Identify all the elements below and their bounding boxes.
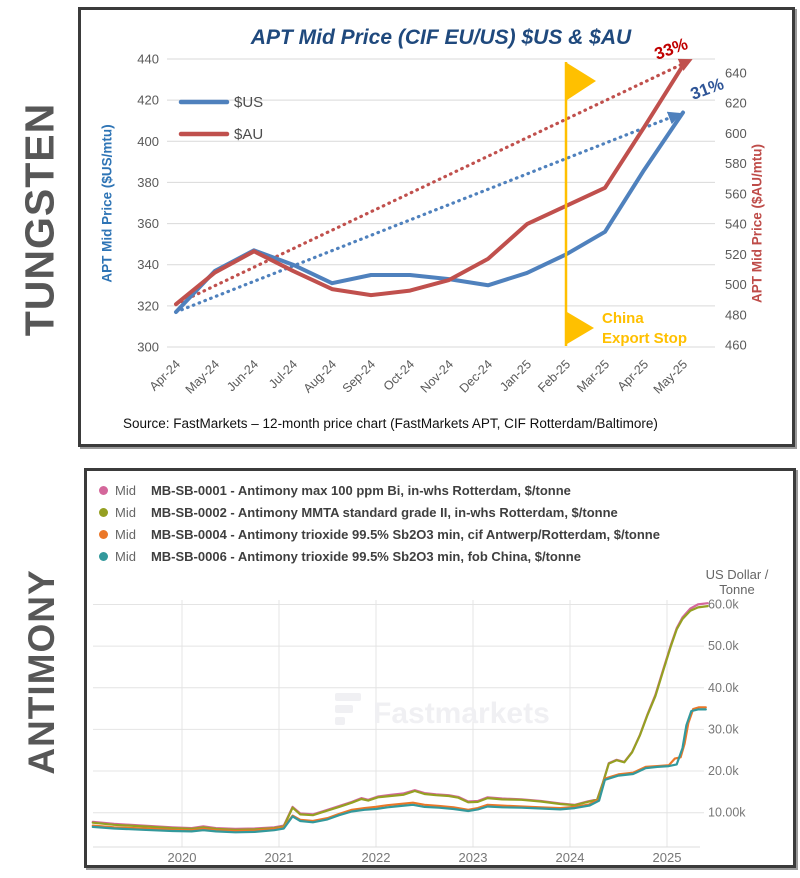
x-axis-tick: Apr-24 <box>146 357 184 394</box>
y-axis-tick: 60.0k <box>708 597 739 612</box>
unit-line-2: Tonne <box>719 582 755 597</box>
watermark-logo <box>335 693 361 701</box>
y-axis-tick: 10.00k <box>708 805 746 820</box>
legend-dot-MB-SB-0002 <box>99 508 108 517</box>
x-axis-tick: Mar-25 <box>574 357 613 396</box>
y-axis-unit-header <box>685 567 789 597</box>
event-marker-china-export-stop <box>566 62 687 347</box>
flag-top-icon <box>567 63 596 100</box>
x-axis-tick: Jan-25 <box>497 357 535 395</box>
right-axis-title: APT Mid Price ($AU/mtu) <box>749 144 765 304</box>
y-axis-tick: 30.0k <box>708 722 739 737</box>
right-axis-tick: 600 <box>725 125 747 141</box>
left-axis-tick: 380 <box>137 174 159 190</box>
legend-price-type: Mid <box>115 504 136 520</box>
right-axis-tick: 480 <box>725 307 747 323</box>
x-axis-tick: May-25 <box>650 357 691 397</box>
x-axis-tick: Oct-24 <box>380 357 418 394</box>
legend-dot-MB-SB-0004 <box>99 530 108 539</box>
x-axis-tick: Sep-24 <box>339 357 379 396</box>
legend-label-US: $US <box>234 94 264 111</box>
legend-series-label: MB-SB-0004 - Antimony trioxide 99.5% Sb2O3 min, cif Antwerp/Rotterdam, $/tonne <box>150 526 660 542</box>
x-axis-tick: Apr-25 <box>614 357 652 394</box>
legend-price-type: Mid <box>115 482 136 498</box>
left-axis-tick: 360 <box>137 216 159 232</box>
left-axis-tick: 300 <box>137 339 159 355</box>
legend-series-label: MB-SB-0001 - Antimony max 100 ppm Bi, in-whs Rotterdam, $/tonne <box>150 482 571 498</box>
antimony-legend <box>97 479 660 567</box>
x-axis-tick: Nov-24 <box>417 357 457 396</box>
left-axis-tick: 420 <box>137 92 159 108</box>
antimony-section-label: ANTIMONY <box>21 569 62 775</box>
legend-item-MB-SB-0001[interactable] <box>97 479 660 501</box>
x-axis-tick: 2020 <box>167 850 197 865</box>
right-axis-tick: 620 <box>725 95 747 111</box>
right-axis-tick: 460 <box>725 337 747 353</box>
x-axis-tick: Dec-24 <box>456 357 496 396</box>
y-axis-tick: 40.0k <box>708 680 739 695</box>
right-axis-tick: 580 <box>725 156 747 172</box>
x-axis-tick: Jul-24 <box>266 357 301 392</box>
tungsten-section-label: TUNGSTEN <box>16 102 63 337</box>
annotation-us-pct: 31% <box>687 74 727 104</box>
x-axis-tick: 2022 <box>361 850 391 865</box>
right-axis-tick: 640 <box>725 65 747 81</box>
source-caption: Source: FastMarkets – 12-month price chart (FastMarkets APT, CIF Rotterdam/Baltimore) <box>123 416 658 431</box>
tungsten-chart-panel <box>78 7 795 447</box>
x-axis-tick: May-24 <box>182 357 223 397</box>
legend-item-MB-SB-0006[interactable] <box>97 545 660 567</box>
legend-series-label: MB-SB-0002 - Antimony MMTA standard grade II, in-whs Rotterdam, $/tonne <box>150 504 618 520</box>
legend-label-AU: $AU <box>234 126 264 143</box>
y-axis-tick: 20.0k <box>708 764 739 779</box>
trendline-US <box>176 115 678 312</box>
left-axis-tick: 440 <box>137 51 159 67</box>
x-axis-tick: 2024 <box>555 850 585 865</box>
right-axis-tick: 540 <box>725 216 747 232</box>
antimony-chart-panel <box>84 468 796 868</box>
flag-bottom-icon <box>567 312 594 344</box>
chart-title: APT Mid Price (CIF EU/US) $US & $AU <box>250 26 632 49</box>
fastmarkets-watermark <box>335 693 550 730</box>
legend-series-label: MB-SB-0006 - Antimony trioxide 99.5% Sb2O3 min, fob China, $/tonne <box>150 548 581 564</box>
unit-line-1: US Dollar / <box>705 567 769 582</box>
legend-item-MB-SB-0004[interactable] <box>97 523 660 545</box>
tungsten-chart <box>81 10 792 444</box>
legend-dot-MB-SB-0001 <box>99 486 108 495</box>
x-axis-tick: Jun-24 <box>224 357 262 395</box>
right-axis-tick: 520 <box>725 246 747 262</box>
legend-price-type: Mid <box>115 526 136 542</box>
left-axis-tick: 400 <box>137 133 159 149</box>
x-axis-tick: 2021 <box>264 850 294 865</box>
legend-dot-MB-SB-0006 <box>99 552 108 561</box>
x-axis-tick: 2023 <box>458 850 488 865</box>
x-axis-tick: Aug-24 <box>300 357 340 396</box>
event-label-line1: China <box>602 310 644 327</box>
legend-price-type: Mid <box>115 548 136 564</box>
event-label-line2: Export Stop <box>602 330 687 347</box>
legend-item-MB-SB-0002[interactable] <box>97 501 660 523</box>
left-axis-tick: 340 <box>137 257 159 273</box>
right-axis-tick: 500 <box>725 277 747 293</box>
x-axis-tick: 2025 <box>652 850 682 865</box>
watermark-text: Fastmarkets <box>373 697 550 730</box>
left-axis-title: APT Mid Price ($US/mtu) <box>99 124 115 283</box>
left-axis-tick: 320 <box>137 298 159 314</box>
x-axis-tick: Feb-25 <box>535 357 574 396</box>
right-axis-tick: 560 <box>725 186 747 202</box>
annotation-au-pct: 33% <box>651 34 691 64</box>
y-axis-tick: 50.0k <box>708 639 739 654</box>
